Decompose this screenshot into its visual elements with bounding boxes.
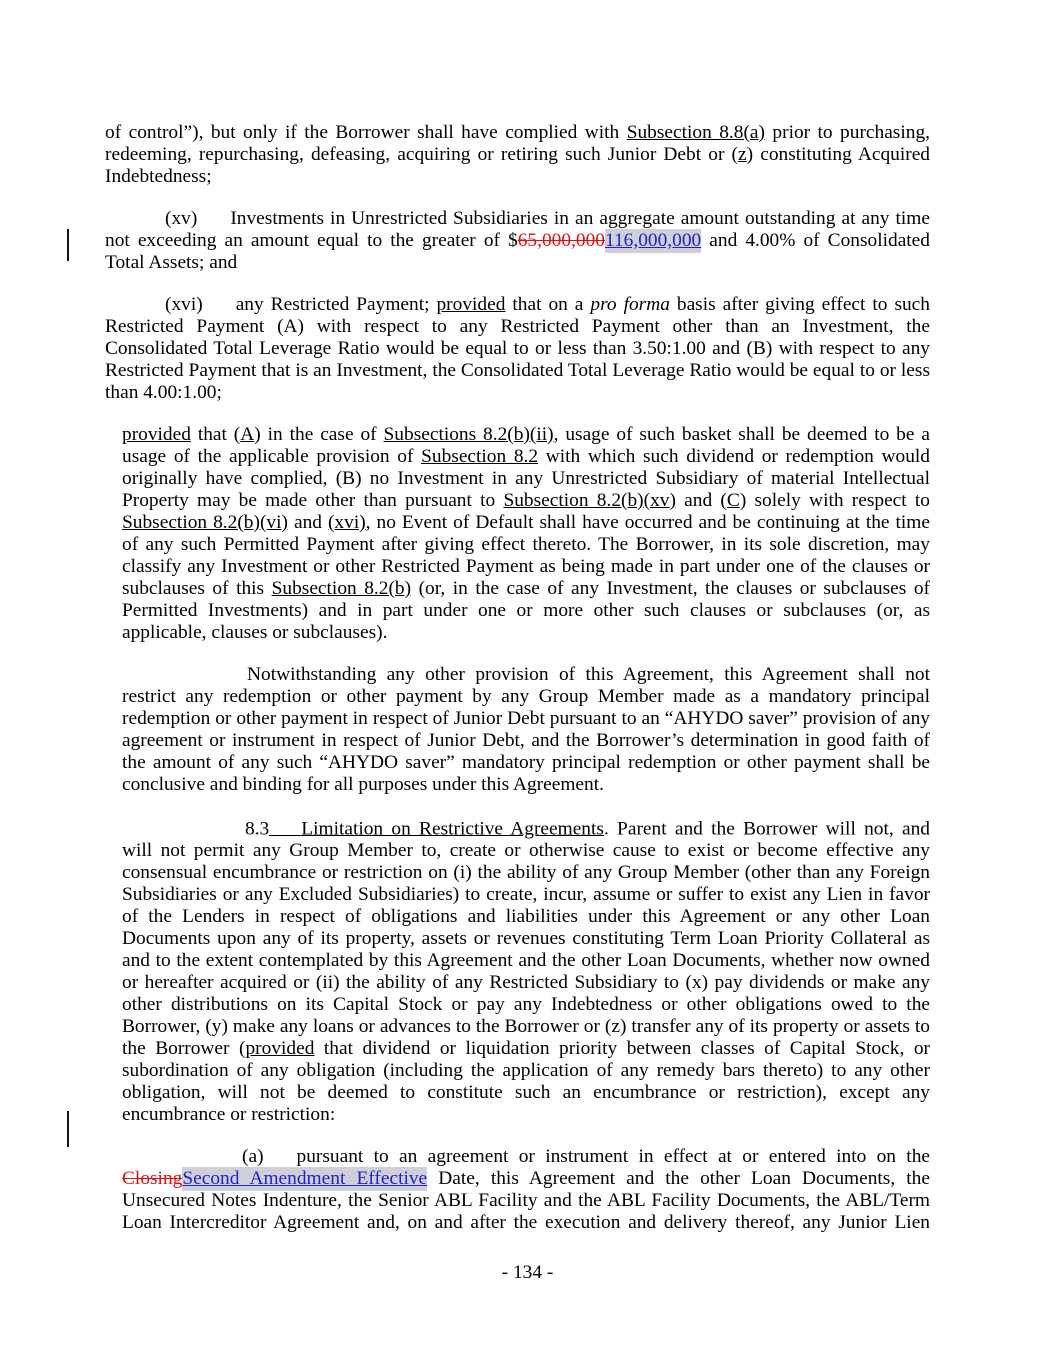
text-run: (or, in the case of any Investment, the clauses or subclauses of Permitted Investments) and in part under one or more other such clauses or subclauses (or, as applicable, clauses or subclauses). — [122, 578, 930, 643]
text-run: and — [287, 512, 328, 533]
text-run: Date, this Agreement and the other Loan Documents, the Unsecured Notes Indenture, the Senior ABL Facility and the ABL Facility Documents, the ABL/Term Loan Intercreditor Agreement and, on and after the execution and delivery thereof, any Junior Lien — [122, 1168, 930, 1234]
text-run: ) in the case of — [254, 424, 384, 445]
clause-number: (xv) — [165, 208, 198, 229]
text-block — [105, 122, 930, 1254]
cross-reference: Subsection 8.2(b)(xv) — [503, 490, 676, 511]
italic-text: pro forma — [590, 294, 670, 315]
deleted-text: 65,000,000 — [517, 230, 605, 251]
text-run: pursuant to an agreement or instrument in effect at or entered into on the — [296, 1146, 930, 1168]
text-run: of control”), but only if the Borrower shall have complied with — [105, 122, 627, 143]
text-run: ) constituting Acquired Indebtedness; — [105, 144, 930, 187]
change-bar-icon — [67, 1111, 69, 1147]
cross-reference: Subsections 8.2(b)(ii) — [383, 424, 554, 445]
cross-reference: Subsection 8.2 — [421, 446, 539, 467]
text-run: that dividend or liquidation priority between classes of Capital Stock, or subordination of any obligation (including the application of any remedy bars thereto) to any other obligation, will not be deemed to constitute such an encumbrance or restriction), except any encumbrance or restriction: — [122, 1038, 930, 1126]
page-number: - 134 - — [501, 1262, 554, 1283]
text-run: . Parent and the Borrower will not, and will not permit any Group Member to, create or otherwise cause to exist or become effective any consensual encumbrance or restriction on (i) the ability of any Group Member (other than any Foreign Subsidiaries or any Excluded Subsidiaries) to create, incur, assume or suffer to exist any Lien in favor of the Lenders in respect of obligations and liabilities under this Agreement or any other Loan Documents upon any of its property, assets or revenues constituting Term Loan Priority Collateral as and to the extent contemplated by this Agreement and the other Loan Documents, whether now owned or hereafter acquired or (ii) the ability of any Restricted Subsidiary to (x) pay dividends or make any other distributions on its Capital Stock or pay any Indebtedness or other obligations owed to the Borrower, (y) make any loans or advances to the Borrower or (z) transfer any of its property or assets to the Borrower ( — [122, 818, 930, 1060]
text-run: , no Event of Default shall have occurred and be continuing at the time of any such Permitted Payment after giving effect thereto. The Borrower, in its sole discretion, may classify any Investment or other Restricted Payment as being made in part under one of the clauses or subclauses of this — [122, 512, 930, 599]
paragraph-intro — [105, 122, 930, 188]
paragraph-clause-xvi — [105, 294, 930, 404]
text-run: Notwithstanding any other provision of this Agreement, this Agreement shall not restrict any redemption or other payment by any Group Member made as a mandatory principal redemption or other payment in respect of Junior Debt pursuant to an “AHYDO saver” provision of any agreement or instrument in respect of Junior Debt, and the Borrower’s determination in good faith of the amount of any such “AHYDO saver” mandatory principal redemption or other payment shall be conclusive and binding for all purposes under this Agreement. — [122, 664, 930, 795]
defined-term: provided — [245, 1038, 315, 1060]
paragraph-clause-xv — [105, 208, 930, 274]
section-number: 8.3 — [245, 818, 270, 840]
cross-reference: (xvi) — [327, 512, 366, 533]
text-run: any Restricted Payment; — [235, 294, 437, 315]
inserted-text: Second Amendment Effective — [182, 1168, 428, 1190]
text-run: ) solely with respect to — [739, 490, 930, 511]
text-run: basis after giving effect to such Restricted Payment (A) with respect to any Restricted Payment other than an Investment, the Consolidated Total Leverage Ratio would be equal to or less than 3.50:1.00 and (B) with respect to any Restricted Payment that is an Investment, the Consolidated Total Leverage Ratio would be equal to or less than 4.00:1.00; — [105, 294, 930, 403]
text-run: and 4.00% of Consolidated Total Assets; and — [105, 230, 930, 273]
defined-term: provided — [122, 424, 191, 445]
paragraph-proviso — [122, 424, 930, 644]
cross-reference: Subsection 8.2(b) — [271, 578, 412, 599]
text-run: prior to purchasing, redeeming, repurchasing, defeasing, acquiring or retiring such Junior Debt or ( — [105, 122, 930, 165]
underlined-letter: C — [726, 490, 740, 511]
paragraph-clause-a — [122, 1146, 930, 1234]
underlined-letter: A — [240, 424, 255, 445]
cross-reference: Subsection 8.2(b)(vi) — [122, 512, 288, 533]
text-run: , usage of such basket shall be deemed to be a usage of the applicable provision of — [122, 424, 930, 467]
text-run: that on a — [505, 294, 591, 315]
defined-term: provided — [436, 294, 506, 315]
paragraph-section-8-3 — [122, 816, 930, 1126]
clause-number: (xvi) — [165, 294, 203, 315]
paragraph-ahydo — [122, 664, 930, 796]
cross-reference: Subsection 8.8(a) — [626, 122, 765, 143]
text-run: and ( — [675, 490, 727, 511]
inserted-text: 116,000,000 — [604, 230, 702, 251]
clause-number: (a) — [242, 1146, 264, 1168]
underlined-tab-spacer — [269, 816, 301, 836]
text-run: Investments in Unrestricted Subsidiaries in an aggregate amount outstanding at any time not exceeding an amount equal to the greater of $ — [105, 208, 930, 251]
change-bar-icon — [67, 229, 69, 261]
text-run: with which such dividend or redemption would originally have complied, (B) no Investment in any Unrestricted Subsidiary of material Intellectual Property may be made other than pursuant to — [122, 446, 930, 511]
text-run: that ( — [190, 424, 241, 445]
deleted-text: Closing — [122, 1168, 183, 1190]
section-heading: Limitation on Restrictive Agreements — [301, 818, 604, 840]
underlined-letter: z — [738, 144, 747, 165]
